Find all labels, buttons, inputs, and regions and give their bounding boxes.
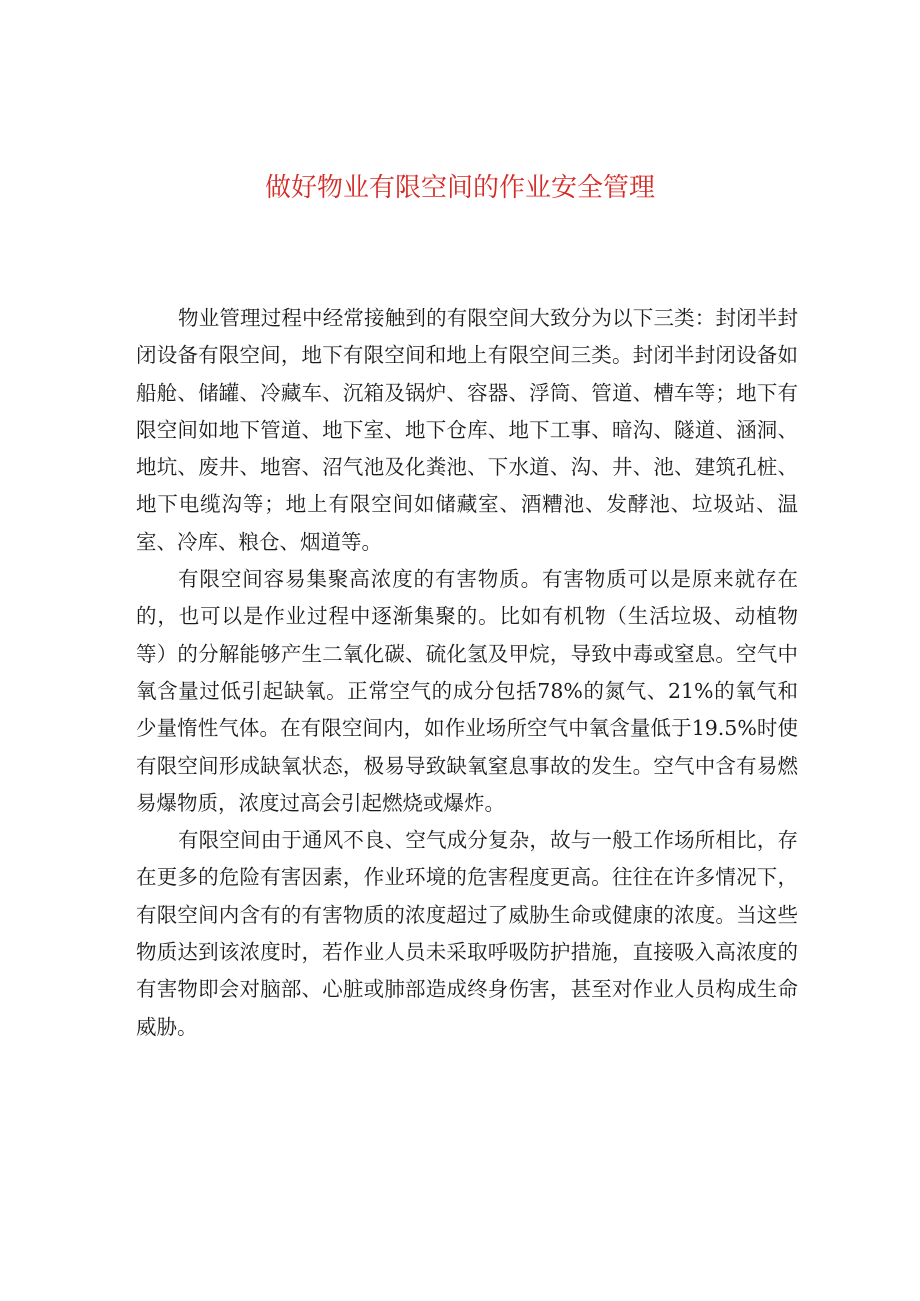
document-title: 做好物业有限空间的作业安全管理	[264, 173, 655, 203]
document-body	[136, 300, 798, 1046]
paragraph-2: 有限空间容易集聚高浓度的有害物质。有害物质可以是原来就存在的，也可以是作业过程中逐渐集聚的。比如有机物（生活垃圾、动植物等）的分解能够产生二氧化碳、硫化氢及甲烷，导致中毒或窒息。空气中氧含量过低引起缺氧。正常空气的成分包括78%的氮气、21%的氧气和少量惰性气体。在有限空间内，如作业场所空气中氧含量低于19.5%时使有限空间形成缺氧状态，极易导致缺氧窒息事故的发生。空气中含有易燃易爆物质，浓度过高会引起燃烧或爆炸。	[136, 567, 798, 815]
paragraph-3: 有限空间由于通风不良、空气成分复杂，故与一般工作场所相比，存在更多的危险有害因素，作业环境的危害程度更高。往往在许多情况下，有限空间内含有的有害物质的浓度超过了威胁生命或健康的浓度。当这些物质达到该浓度时，若作业人员未采取呼吸防护措施，直接吸入高浓度的有害物即会对脑部、心脏或肺部造成终身伤害，甚至对作业人员构成生命威胁。	[136, 828, 798, 1039]
paragraph-1: 物业管理过程中经常接触到的有限空间大致分为以下三类：封闭半封闭设备有限空间，地下有限空间和地上有限空间三类。封闭半封闭设备如船舱、储罐、冷藏车、沉箱及锅炉、容器、浮筒、管道、槽车等；地下有限空间如地下管道、地下室、地下仓库、地下工事、暗沟、隧道、涵洞、地坑、废井、地窖、沼气池及化粪池、下水道、沟、井、池、建筑孔桩、地下电缆沟等；地上有限空间如储藏室、酒糟池、发酵池、垃圾站、温室、冷库、粮仓、烟道等。	[136, 306, 798, 554]
